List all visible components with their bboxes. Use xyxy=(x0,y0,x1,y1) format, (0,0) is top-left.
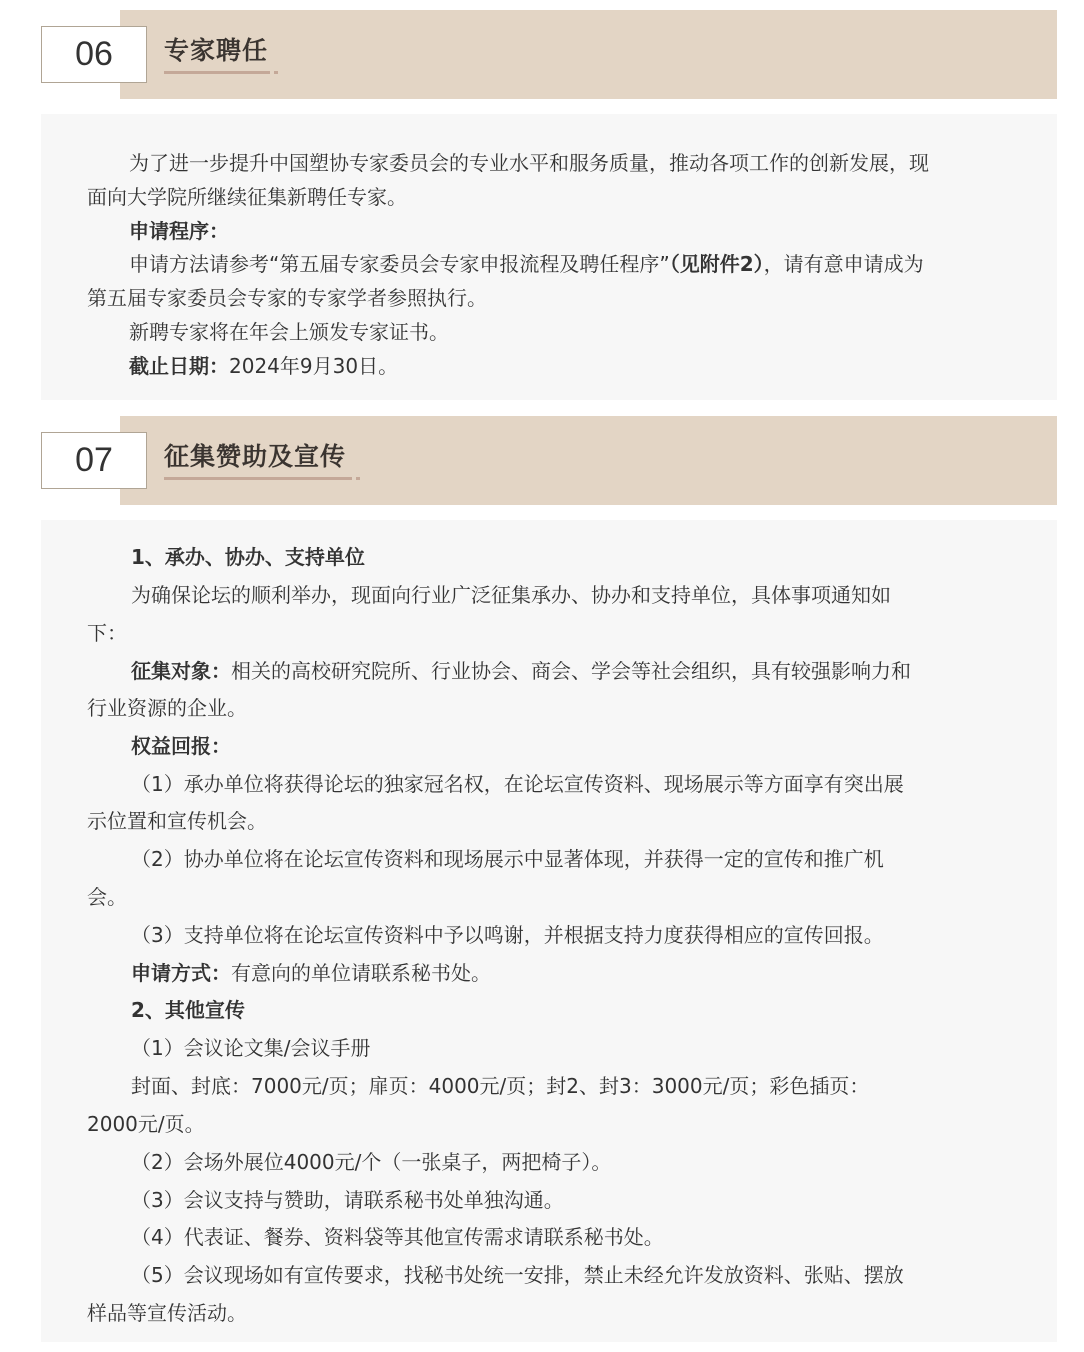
benefit-1-line-1: （1）承办单位将获得论坛的独家冠名权，在论坛宣传资料、现场展示等方面享有突出展 xyxy=(131,772,904,796)
target-label: 征集对象： xyxy=(131,659,231,683)
section-06-title-underline xyxy=(164,71,270,74)
benefit-1-line-2: 示位置和宣传机会。 xyxy=(87,809,267,833)
section-06-application-heading: 申请程序： xyxy=(129,219,229,243)
section-07-title: 征集赞助及宣传 xyxy=(164,442,347,471)
pricing-line-2: 2000元/页。 xyxy=(87,1112,205,1136)
pricing-line-1: 封面、封底：7000元/页；扉页：4000元/页；封2、封3：3000元/页；彩色插页： xyxy=(131,1074,870,1098)
promotion-item-5-line-2: 样品等宣传活动。 xyxy=(87,1301,247,1325)
sponsor-intro-line-2: 下： xyxy=(87,621,127,645)
target-line-1 xyxy=(131,655,1061,684)
promotion-item-1: （1）会议论文集/会议手册 xyxy=(131,1036,371,1060)
benefit-2-line-1: （2）协办单位将在论坛宣传资料和现场展示中显著体现，并获得一定的宣传和推广机 xyxy=(131,847,884,871)
apply-method-text: 有意向的单位请联系秘书处。 xyxy=(231,961,491,985)
target-text: 相关的高校研究院所、行业协会、商会、学会等社会组织，具有较强影响力和 xyxy=(231,659,911,683)
benefits-heading: 权益回报： xyxy=(131,734,231,758)
section-06-application-line-2: 第五届专家委员会专家的专家学者参照执行。 xyxy=(87,286,487,310)
section-06-number: 06 xyxy=(41,26,147,83)
section-06-deadline-line xyxy=(129,350,1059,379)
section-06-title: 专家聘任 xyxy=(164,36,269,65)
section-06-application-line-1 xyxy=(129,248,1059,277)
section-06-paragraph-1-line-2: 面向大学院所继续征集新聘任专家。 xyxy=(87,185,407,209)
target-line-2: 行业资源的企业。 xyxy=(87,696,247,720)
apply-method-label: 申请方式： xyxy=(131,961,231,985)
benefit-2-line-2: 会。 xyxy=(87,885,127,909)
application-method-tail: ，请有意申请成为 xyxy=(763,252,924,276)
section-07-number: 07 xyxy=(41,432,147,489)
section-06-certificate-line: 新聘专家将在年会上颁发专家证书。 xyxy=(129,320,449,344)
sponsor-intro-line-1: 为确保论坛的顺利举办，现面向行业广泛征集承办、协办和支持单位，具体事项通知如 xyxy=(131,583,891,607)
promotion-item-3: （3）会议支持与赞助，请联系秘书处单独沟通。 xyxy=(131,1188,564,1212)
other-promotion-heading: 2、其他宣传 xyxy=(131,998,245,1022)
section-07-title-underline xyxy=(164,477,352,480)
promotion-item-5-line-1: （5）会议现场如有宣传要求，找秘书处统一安排，禁止未经允许发放资料、张贴、摆放 xyxy=(131,1263,904,1287)
attachment-reference: （见附件2） xyxy=(669,252,764,276)
sponsor-units-heading: 1、承办、协办、支持单位 xyxy=(131,545,365,569)
section-06-paragraph-1-line-1: 为了进一步提升中国塑协专家委员会的专业水平和服务质量，推动各项工作的创新发展，现 xyxy=(129,151,929,175)
apply-method-line xyxy=(131,957,1061,986)
deadline-label: 截止日期： xyxy=(129,354,229,378)
benefit-3-line: （3）支持单位将在论坛宣传资料中予以鸣谢，并根据支持力度获得相应的宣传回报。 xyxy=(131,923,884,947)
application-method-text: 申请方法请参考“第五届专家委员会专家申报流程及聘任程序” xyxy=(129,252,670,276)
deadline-value: 2024年9月30日。 xyxy=(229,354,399,378)
promotion-item-2: （2）会场外展位4000元/个（一张桌子，两把椅子）。 xyxy=(131,1150,612,1174)
promotion-item-4: （4）代表证、餐券、资料袋等其他宣传需求请联系秘书处。 xyxy=(131,1225,664,1249)
